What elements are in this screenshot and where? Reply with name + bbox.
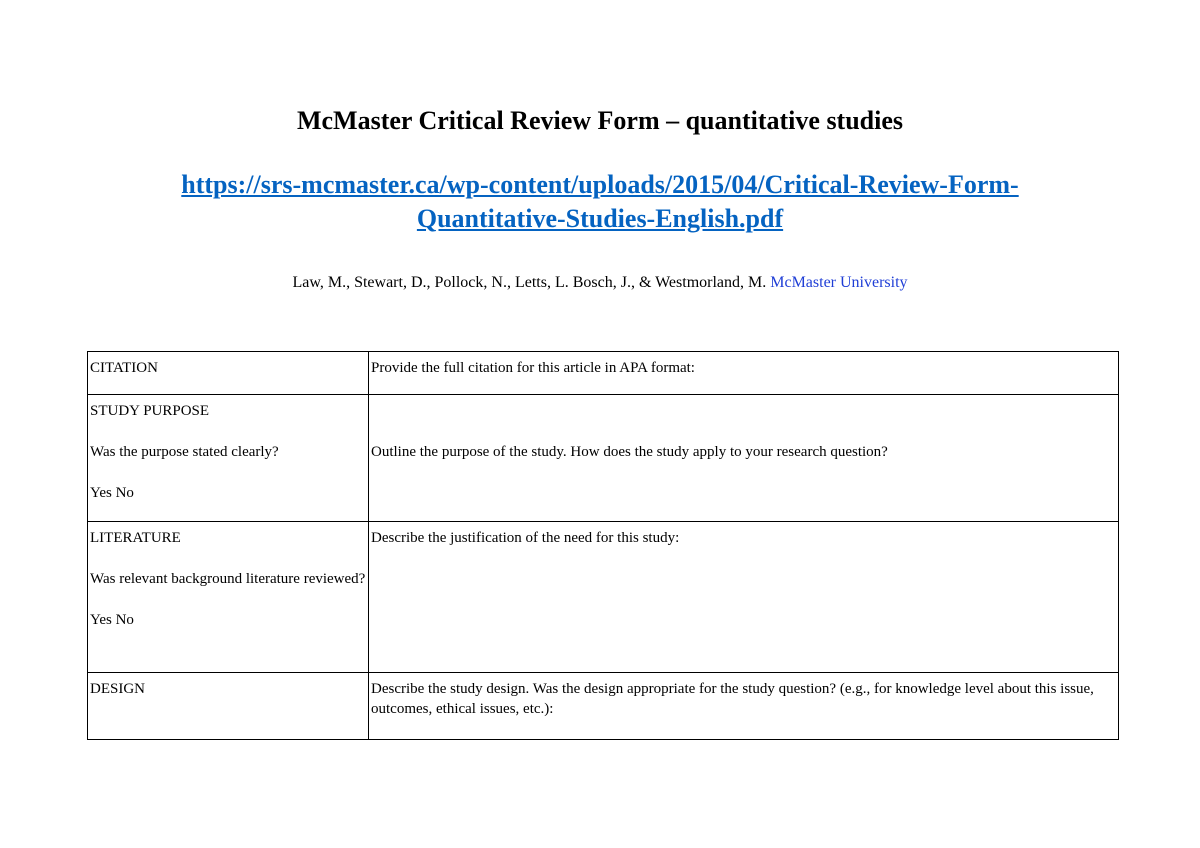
question-text: Was the purpose stated clearly? [90, 444, 279, 460]
source-link-line-2: Quantitative-Studies-English.pdf [416, 204, 784, 233]
yes-no-options[interactable]: Yes No [90, 485, 134, 501]
section-label: LITERATURE [90, 530, 181, 546]
section-cell-citation [88, 352, 369, 395]
source-link-line-1: https://srs-mcmaster.ca/wp-content/uploads/2015/04/Critical-Review-Form- [181, 170, 1019, 199]
prompt-text: Outline the purpose of the study. How does the study apply to your research question? [371, 444, 888, 460]
prompt-cell-citation[interactable] [369, 352, 1119, 395]
prompt-cell-study-purpose[interactable] [369, 395, 1119, 522]
section-cell-study-purpose [88, 395, 369, 522]
prompt-cell-design[interactable] [369, 673, 1119, 740]
section-label: STUDY PURPOSE [90, 403, 210, 419]
yes-no-options[interactable]: Yes No [90, 612, 134, 628]
prompt-text: Describe the justification of the need for this study: [371, 530, 680, 546]
section-cell-design [88, 673, 369, 740]
document-title: McMaster Critical Review Form – quantitative studies [296, 106, 904, 135]
authors-text: Law, M., Stewart, D., Pollock, N., Letts, L. Bosch, J., & Westmorland, M. [292, 274, 767, 291]
source-link-block [100, 168, 1100, 236]
section-label: CITATION [90, 360, 158, 376]
section-label: DESIGN [90, 681, 145, 697]
prompt-text: Provide the full citation for this article in APA format: [371, 360, 695, 376]
table-row-design [88, 673, 1119, 740]
table-row-study-purpose [88, 395, 1119, 522]
table-row-citation [88, 352, 1119, 395]
prompt-cell-literature[interactable] [369, 522, 1119, 673]
review-form-table [87, 351, 1119, 740]
table-row-literature [88, 522, 1119, 673]
authors-line [0, 272, 1200, 294]
section-cell-literature [88, 522, 369, 673]
prompt-text: Describe the study design. Was the design appropriate for the study question? (e.g., for knowledge level about this issue, outcomes, ethical issues, etc.): [371, 681, 1094, 717]
source-link[interactable] [181, 170, 1018, 233]
question-text: Was relevant background literature reviewed? [90, 571, 366, 587]
institution-text: McMaster University [770, 274, 908, 291]
